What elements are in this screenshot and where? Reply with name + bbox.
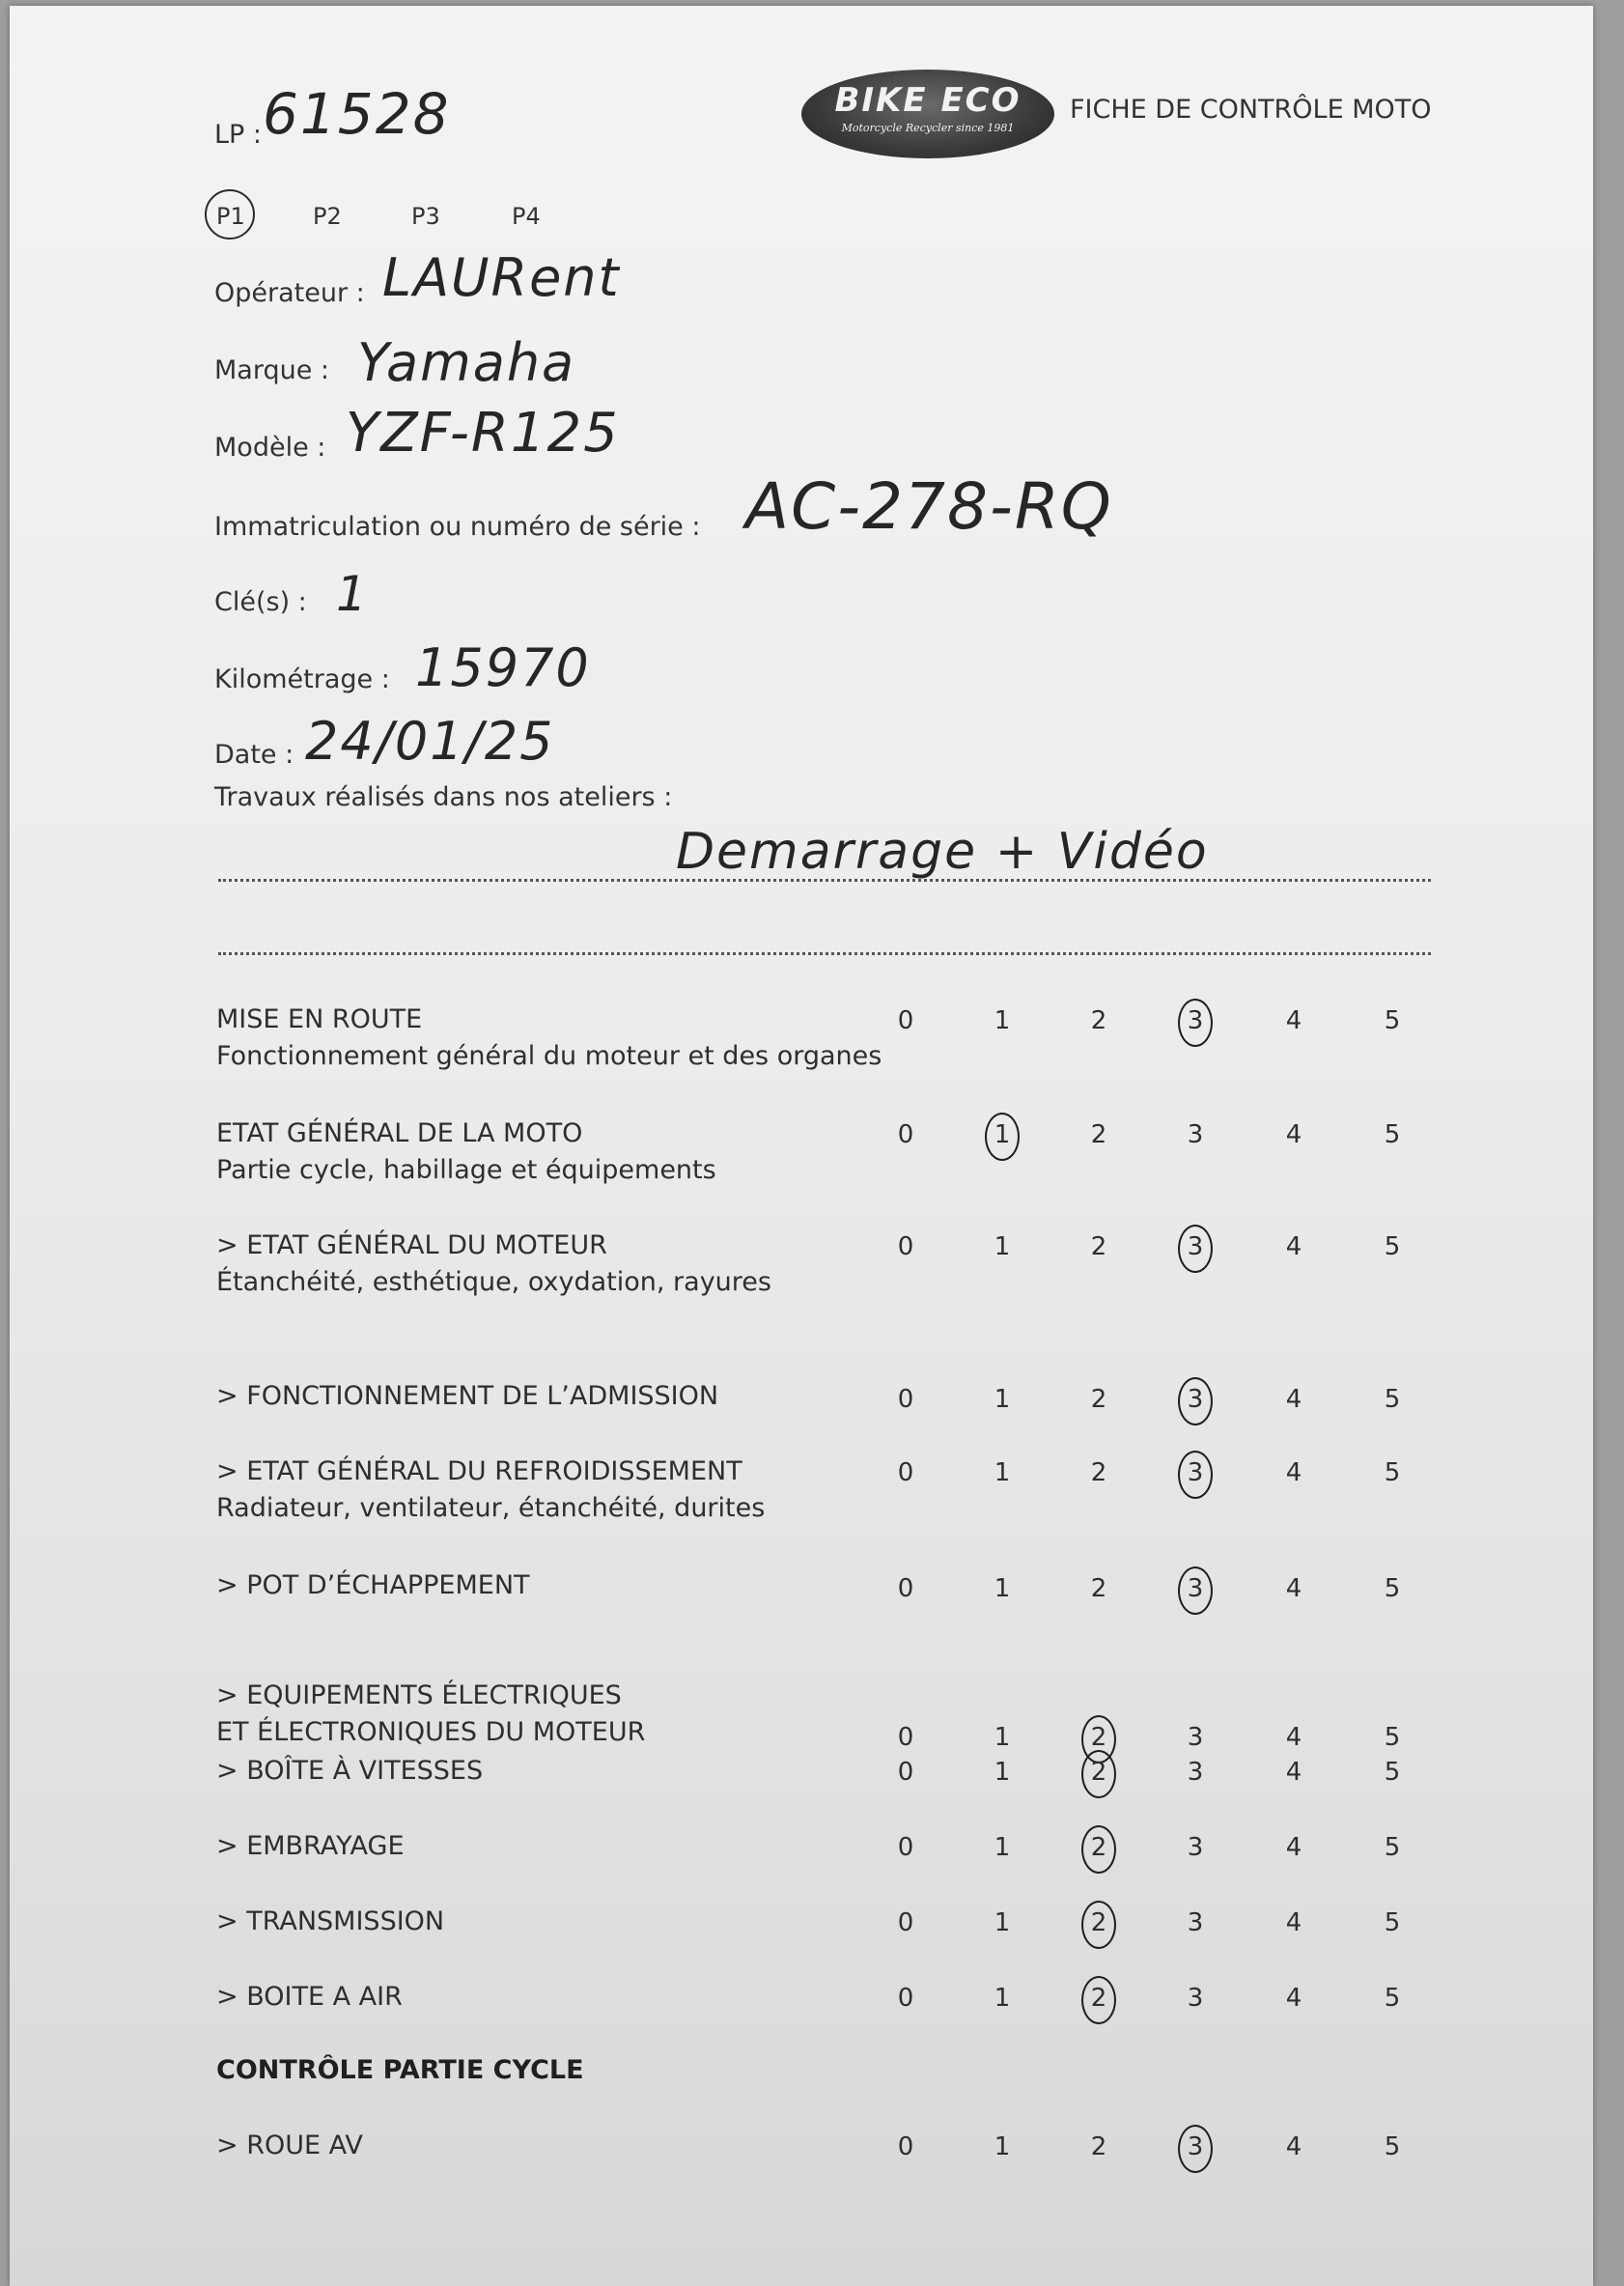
rating-option-5[interactable]: 5 bbox=[1384, 1120, 1401, 1149]
rating-option-3[interactable]: 3 bbox=[1187, 1984, 1204, 2013]
logo-text: BIKE ECO bbox=[834, 81, 1022, 120]
rating-option-4[interactable]: 4 bbox=[1285, 1458, 1302, 1487]
priority-option-p2[interactable] bbox=[313, 203, 342, 230]
logo-subtext: Motorcycle Recycler since 1981 bbox=[841, 122, 1015, 134]
row-title: MISE EN ROUTE bbox=[216, 1004, 423, 1034]
travaux-line-2 bbox=[218, 952, 1431, 955]
row-title: ETAT GÉNÉRAL DE LA MOTO bbox=[216, 1118, 583, 1148]
rating-option-0[interactable]: 0 bbox=[897, 1232, 914, 1261]
row-title: > ROUE AV bbox=[216, 2131, 363, 2160]
rating-option-4[interactable]: 4 bbox=[1285, 1984, 1302, 2013]
rating-option-1[interactable]: 1 bbox=[994, 1006, 1011, 1035]
row-subtitle: ET ÉLECTRONIQUES DU MOTEUR bbox=[216, 1717, 646, 1747]
date-label: Date : bbox=[214, 740, 294, 770]
operateur-value[interactable]: LAURent bbox=[382, 247, 621, 308]
operateur-label: Opérateur : bbox=[214, 278, 365, 308]
rating-option-4[interactable]: 4 bbox=[1285, 1006, 1302, 1035]
rating-option-3[interactable]: 3 bbox=[1187, 1758, 1204, 1787]
rating-option-0[interactable]: 0 bbox=[897, 1006, 914, 1035]
rating-option-4[interactable]: 4 bbox=[1285, 1232, 1302, 1261]
rating-option-0[interactable]: 0 bbox=[897, 1385, 914, 1414]
rating-option-1[interactable]: 1 bbox=[994, 1385, 1011, 1414]
rating-option-0[interactable]: 0 bbox=[897, 1908, 914, 1937]
row-subtitle: Partie cycle, habillage et équipements bbox=[216, 1155, 716, 1185]
rating-option-5[interactable]: 5 bbox=[1384, 1908, 1401, 1937]
row-title: > TRANSMISSION bbox=[216, 1906, 445, 1936]
row-title: > ETAT GÉNÉRAL DU REFROIDISSEMENT bbox=[216, 1456, 742, 1486]
priority-option-p4[interactable] bbox=[512, 203, 541, 230]
rating-option-0[interactable]: 0 bbox=[897, 1758, 914, 1787]
rating-option-2[interactable]: 2 bbox=[1079, 1723, 1118, 1752]
rating-option-1[interactable]: 1 bbox=[994, 2132, 1011, 2161]
rating-option-3[interactable]: 3 bbox=[1176, 1232, 1215, 1261]
priority-label: P2 bbox=[313, 203, 342, 230]
row-subtitle: Radiateur, ventilateur, étanchéité, durites bbox=[216, 1493, 766, 1523]
row-subtitle: Étanchéité, esthétique, oxydation, rayures bbox=[216, 1267, 771, 1297]
row-title: > BOITE A AIR bbox=[216, 1982, 403, 2012]
rating-option-1[interactable]: 1 bbox=[994, 1723, 1011, 1752]
rating-option-0[interactable]: 0 bbox=[897, 2132, 914, 2161]
priority-label: P3 bbox=[411, 203, 440, 230]
row-title: > ETAT GÉNÉRAL DU MOTEUR bbox=[216, 1230, 607, 1260]
rating-option-4[interactable]: 4 bbox=[1285, 1723, 1302, 1752]
rating-option-0[interactable]: 0 bbox=[897, 1120, 914, 1149]
lp-value: 61528 bbox=[263, 81, 451, 147]
rating-option-4[interactable]: 4 bbox=[1285, 1574, 1302, 1603]
priority-label: P4 bbox=[512, 203, 541, 230]
rating-option-5[interactable]: 5 bbox=[1384, 1758, 1401, 1787]
rating-option-5[interactable]: 5 bbox=[1384, 1833, 1401, 1862]
lp-label: LP : bbox=[214, 120, 263, 150]
rating-option-2[interactable]: 2 bbox=[1079, 1758, 1118, 1787]
rating-option-4[interactable]: 4 bbox=[1285, 1758, 1302, 1787]
rating-option-1[interactable]: 1 bbox=[994, 1833, 1011, 1862]
km-label: Kilométrage : bbox=[214, 664, 390, 694]
priority-option-p3[interactable] bbox=[411, 203, 440, 230]
rating-option-2[interactable]: 2 bbox=[1090, 1574, 1107, 1603]
rating-option-4[interactable]: 4 bbox=[1285, 1833, 1302, 1862]
rating-option-2[interactable]: 2 bbox=[1079, 1833, 1118, 1862]
rating-option-0[interactable]: 0 bbox=[897, 1723, 914, 1752]
rating-option-5[interactable]: 5 bbox=[1384, 1232, 1401, 1261]
rating-option-5[interactable]: 5 bbox=[1384, 1385, 1401, 1414]
km-value[interactable]: 15970 bbox=[415, 637, 591, 698]
rating-option-3[interactable]: 3 bbox=[1187, 1833, 1204, 1862]
section-title: CONTRÔLE PARTIE CYCLE bbox=[216, 2055, 584, 2085]
travaux-line-1 bbox=[218, 879, 1431, 882]
rating-option-2[interactable]: 2 bbox=[1090, 1458, 1107, 1487]
rating-option-4[interactable]: 4 bbox=[1285, 2132, 1302, 2161]
rating-option-3[interactable]: 3 bbox=[1187, 1723, 1204, 1752]
row-title: > FONCTIONNEMENT DE L’ADMISSION bbox=[216, 1381, 719, 1411]
modele-label: Modèle : bbox=[214, 433, 326, 463]
rating-option-3[interactable]: 3 bbox=[1176, 2132, 1215, 2161]
rating-option-5[interactable]: 5 bbox=[1384, 2132, 1401, 2161]
rating-option-5[interactable]: 5 bbox=[1384, 1723, 1401, 1752]
cles-label: Clé(s) : bbox=[214, 587, 307, 617]
rating-option-3[interactable]: 3 bbox=[1176, 1458, 1215, 1487]
rating-option-5[interactable]: 5 bbox=[1384, 1574, 1401, 1603]
priority-label: P1 bbox=[216, 203, 245, 230]
row-subtitle: Fonctionnement général du moteur et des organes bbox=[216, 1041, 882, 1071]
travaux-label: Travaux réalisés dans nos ateliers : bbox=[214, 782, 673, 812]
rating-option-3[interactable]: 3 bbox=[1176, 1574, 1215, 1603]
rating-option-5[interactable]: 5 bbox=[1384, 1458, 1401, 1487]
rating-option-2[interactable]: 2 bbox=[1090, 2132, 1107, 2161]
date-value[interactable]: 24/01/25 bbox=[305, 711, 555, 772]
rating-option-0[interactable]: 0 bbox=[897, 1574, 914, 1603]
page-title: FICHE DE CONTRÔLE MOTO bbox=[1070, 95, 1432, 125]
rating-option-1[interactable]: 1 bbox=[994, 1908, 1011, 1937]
cles-value[interactable]: 1 bbox=[336, 566, 369, 622]
rating-option-4[interactable]: 4 bbox=[1285, 1908, 1302, 1937]
row-title: > POT D’ÉCHAPPEMENT bbox=[216, 1570, 530, 1600]
priority-selected-circle bbox=[205, 189, 255, 240]
row-title: > BOÎTE À VITESSES bbox=[216, 1756, 484, 1786]
rating-option-2[interactable]: 2 bbox=[1090, 1385, 1107, 1414]
control-sheet bbox=[10, 6, 1593, 2286]
marque-value[interactable]: Yamaha bbox=[357, 332, 576, 393]
bike-eco-logo bbox=[801, 70, 1054, 158]
rating-option-5[interactable]: 5 bbox=[1384, 1006, 1401, 1035]
rating-option-4[interactable]: 4 bbox=[1285, 1120, 1302, 1149]
rating-option-3[interactable]: 3 bbox=[1176, 1385, 1215, 1414]
marque-label: Marque : bbox=[214, 355, 330, 385]
rating-option-0[interactable]: 0 bbox=[897, 1984, 914, 2013]
rating-option-5[interactable]: 5 bbox=[1384, 1984, 1401, 2013]
row-title: > EQUIPEMENTS ÉLECTRIQUES bbox=[216, 1680, 622, 1710]
rating-option-1[interactable]: 1 bbox=[994, 1758, 1011, 1787]
rating-option-1[interactable]: 1 bbox=[994, 1984, 1011, 2013]
rating-option-0[interactable]: 0 bbox=[897, 1458, 914, 1487]
rating-option-4[interactable]: 4 bbox=[1285, 1385, 1302, 1414]
rating-option-3[interactable]: 3 bbox=[1176, 1006, 1215, 1035]
rating-option-1[interactable]: 1 bbox=[994, 1458, 1011, 1487]
rating-option-3[interactable]: 3 bbox=[1187, 1908, 1204, 1937]
travaux-value[interactable]: Demarrage + Vidéo bbox=[676, 823, 1209, 881]
rating-option-2[interactable]: 2 bbox=[1090, 1006, 1107, 1035]
immat-value[interactable]: AC-278-RQ bbox=[745, 469, 1113, 544]
rating-option-2[interactable]: 2 bbox=[1079, 1908, 1118, 1937]
rating-option-1[interactable]: 1 bbox=[994, 1574, 1011, 1603]
rating-option-2[interactable]: 2 bbox=[1079, 1984, 1118, 2013]
rating-option-2[interactable]: 2 bbox=[1090, 1232, 1107, 1261]
rating-option-1[interactable]: 1 bbox=[994, 1232, 1011, 1261]
row-title: > EMBRAYAGE bbox=[216, 1831, 405, 1861]
rating-option-3[interactable]: 3 bbox=[1187, 1120, 1204, 1149]
modele-value[interactable]: YZF-R125 bbox=[346, 402, 620, 465]
immat-label: Immatriculation ou numéro de série : bbox=[214, 512, 701, 542]
rating-option-0[interactable]: 0 bbox=[897, 1833, 914, 1862]
rating-option-1[interactable]: 1 bbox=[983, 1120, 1022, 1149]
rating-option-2[interactable]: 2 bbox=[1090, 1120, 1107, 1149]
